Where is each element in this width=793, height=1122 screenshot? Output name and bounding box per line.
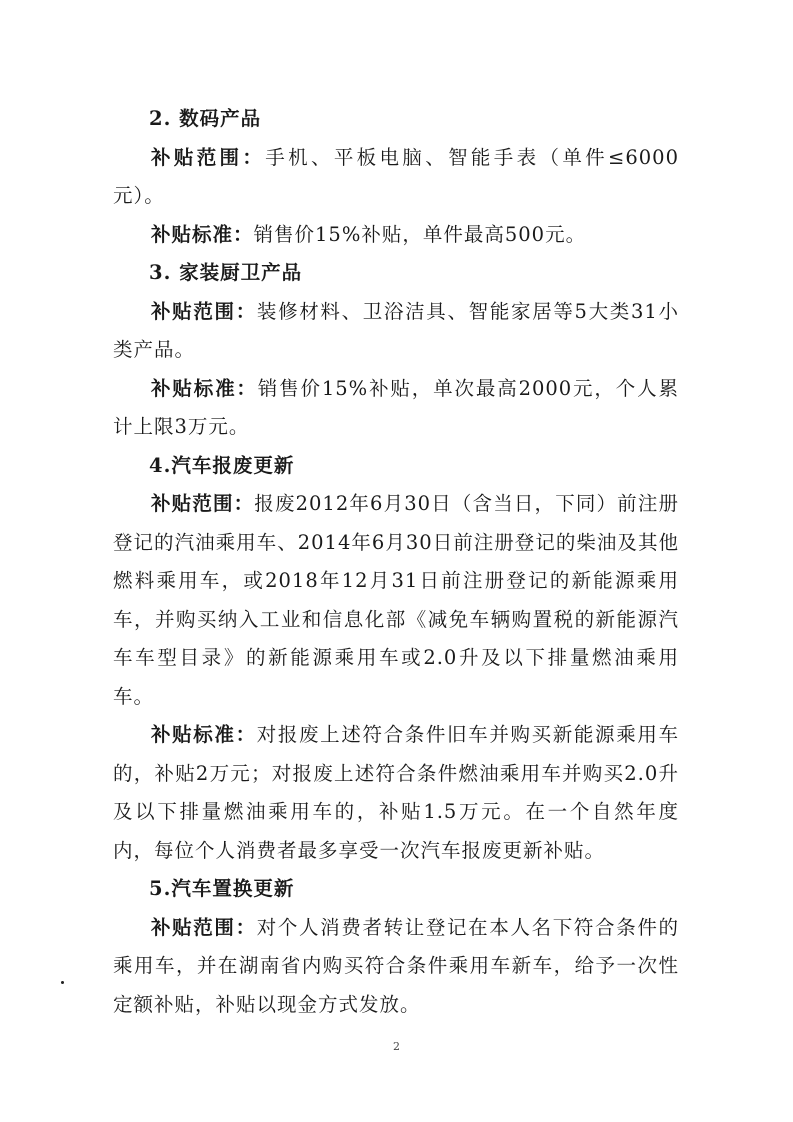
page-number: 2 [393, 1040, 400, 1053]
paragraph [113, 716, 679, 870]
paragraph-label: 补贴范围： [151, 145, 266, 169]
paragraph-text: 手机、平板电脑、智能手表（单件≤6000元）。 [113, 145, 679, 207]
paragraph [113, 293, 679, 370]
paragraph-text: 装修材料、卫浴洁具、智能家居等5大类31小类产品。 [113, 299, 679, 361]
section-heading: 2. 数码产品 [149, 107, 262, 130]
paragraph-text: 对个人消费者转让登记在本人名下符合条件的乘用车，并在湖南省内购买符合条件乘用车新车，给予一次性定额补贴，补贴以现金方式发放。 [113, 915, 679, 1016]
document-body [113, 100, 679, 1024]
section-heading: 5.汽车置换更新 [149, 877, 295, 900]
section-heading: 4.汽车报废更新 [149, 453, 295, 477]
section-heading: 3. 家装厨卫产品 [149, 261, 303, 284]
paragraph-label: 补贴标准： [151, 222, 254, 246]
paragraph [113, 139, 679, 216]
paragraph-label: 补贴标准： [151, 723, 257, 746]
paragraph-label: 补贴范围： [151, 915, 257, 939]
paragraph [113, 909, 679, 1025]
scan-speck [61, 981, 64, 984]
paragraph-text: 销售价15%补贴，单次最高2000元，个人累计上限3万元。 [113, 376, 679, 438]
paragraph-text: 报废2012年6月30日（含当日，下同）前注册登记的汽油乘用车、2014年6月30日前注册登记的柴油及其他燃料乘用车，或2018年12月31日前注册登记的新能源乘用车，并购买纳入工业和信息化部《减免车辆购置税的新能源汽车车型目录》的新能源乘用车或2.0升及以下排量燃油乘用车。 [113, 492, 679, 708]
paragraph [113, 485, 679, 716]
paragraph-text: 销售价15%补贴，单件最高500元。 [253, 222, 587, 246]
paragraph [113, 370, 679, 447]
paragraph-label: 补贴范围： [151, 299, 257, 323]
paragraph-text: 对报废上述符合条件旧车并购买新能源乘用车的，补贴2万元；对报废上述符合条件燃油乘用车并购买2.0升及以下排量燃油乘用车的，补贴1.5万元。在一个自然年度内，每位个人消费者最多享受一次汽车报废更新补贴。 [113, 723, 679, 862]
paragraph-label: 补贴范围： [151, 492, 255, 515]
paragraph [113, 216, 679, 255]
paragraph-label: 补贴标准： [151, 376, 258, 400]
